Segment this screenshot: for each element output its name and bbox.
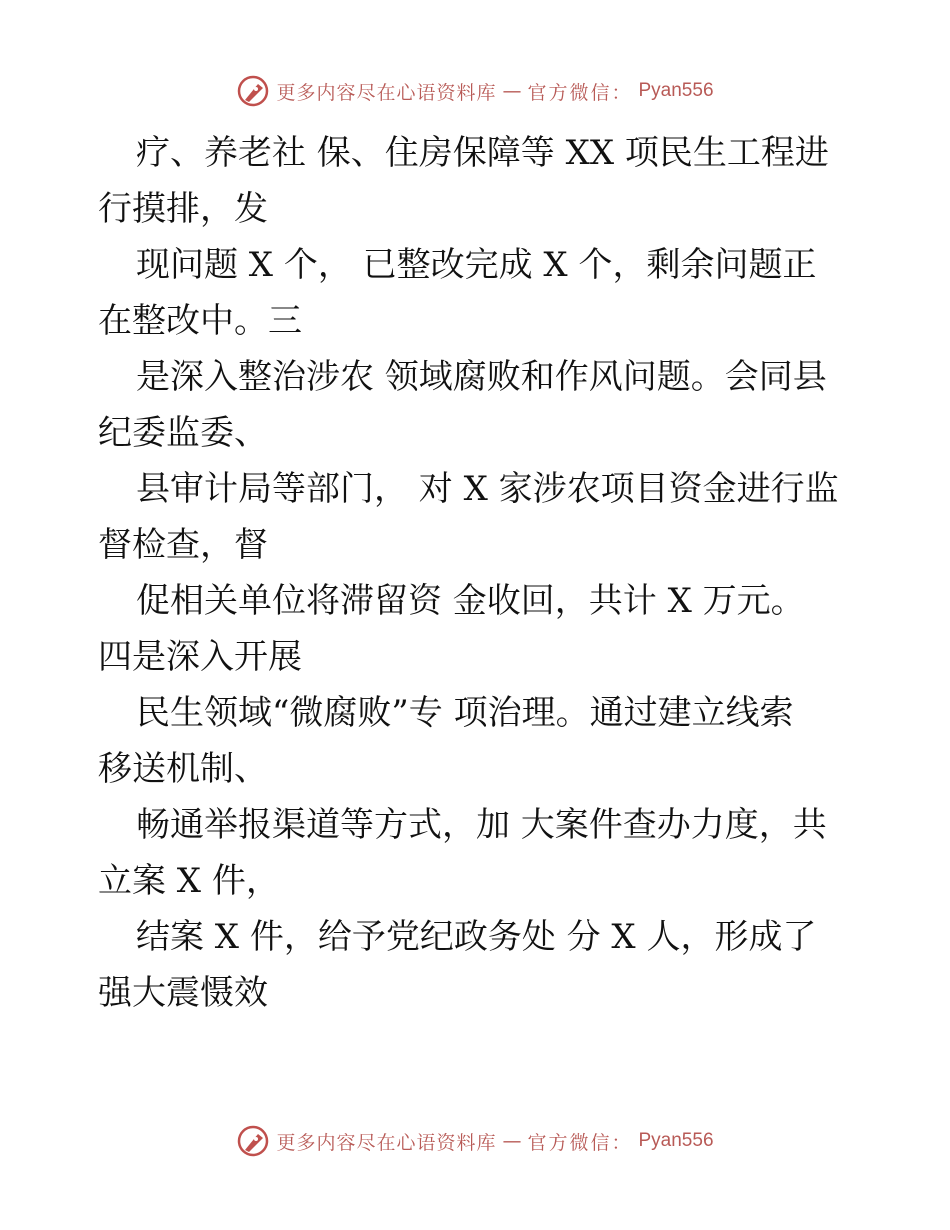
pen-nib-logo-icon bbox=[236, 74, 270, 108]
paragraph-line: 强大震慑效 bbox=[98, 973, 268, 1013]
watermark-wechat-id: Pyan556 bbox=[638, 1130, 714, 1151]
paragraph-4 bbox=[98, 461, 858, 573]
watermark-dash: — bbox=[502, 1130, 522, 1152]
paragraph-line: 疗、养老社 保、住房保障等 XX 项民生工程进 bbox=[136, 133, 829, 173]
paragraph-line: 四是深入开展 bbox=[98, 637, 302, 677]
paragraph-line: 畅通举报渠道等方式，加 大案件查办力度，共 bbox=[136, 805, 827, 845]
paragraph-1 bbox=[98, 125, 858, 237]
header-watermark bbox=[0, 74, 950, 108]
paragraph-line: 促相关单位将滞留资 金收回，共计 X 万元。 bbox=[136, 581, 805, 621]
paragraph-7 bbox=[98, 797, 858, 909]
watermark-dash: — bbox=[502, 80, 522, 102]
document-body bbox=[98, 125, 858, 1021]
paragraph-line: 移送机制、 bbox=[98, 749, 268, 789]
paragraph-line: 县审计局等部门， 对 X 家涉农项目资金进行监 bbox=[136, 469, 839, 509]
paragraph-line: 纪委监委、 bbox=[98, 413, 268, 453]
watermark-wechat-id: Pyan556 bbox=[638, 80, 714, 101]
paragraph-line: 民生领域“微腐败”专 项治理。通过建立线索 bbox=[136, 693, 794, 733]
paragraph-line: 行摸排，发 bbox=[98, 189, 268, 229]
paragraph-line: 督检查，督 bbox=[98, 525, 268, 565]
pen-nib-logo-icon bbox=[236, 1124, 270, 1158]
paragraph-line: 立案 X 件， bbox=[98, 861, 280, 901]
paragraph-2 bbox=[98, 237, 858, 349]
footer-watermark bbox=[0, 1124, 950, 1158]
paragraph-line: 在整改中。三 bbox=[98, 301, 302, 341]
watermark-official-label: 官方微信： bbox=[527, 81, 633, 104]
paragraph-line: 现问题 X 个， 已整改完成 X 个，剩余问题正 bbox=[136, 245, 817, 285]
paragraph-6 bbox=[98, 685, 858, 797]
watermark-official-label: 官方微信： bbox=[527, 1131, 633, 1154]
watermark-brand-text: 更多内容尽在心语资料库 bbox=[276, 1131, 497, 1154]
paragraph-line: 是深入整治涉农 领域腐败和作风问题。会同县 bbox=[136, 357, 827, 397]
paragraph-8 bbox=[98, 909, 858, 1021]
paragraph-5 bbox=[98, 573, 858, 685]
paragraph-3 bbox=[98, 349, 858, 461]
paragraph-line: 结案 X 件，给予党纪政务处 分 X 人，形成了 bbox=[136, 917, 817, 957]
watermark-brand-text: 更多内容尽在心语资料库 bbox=[276, 81, 497, 104]
